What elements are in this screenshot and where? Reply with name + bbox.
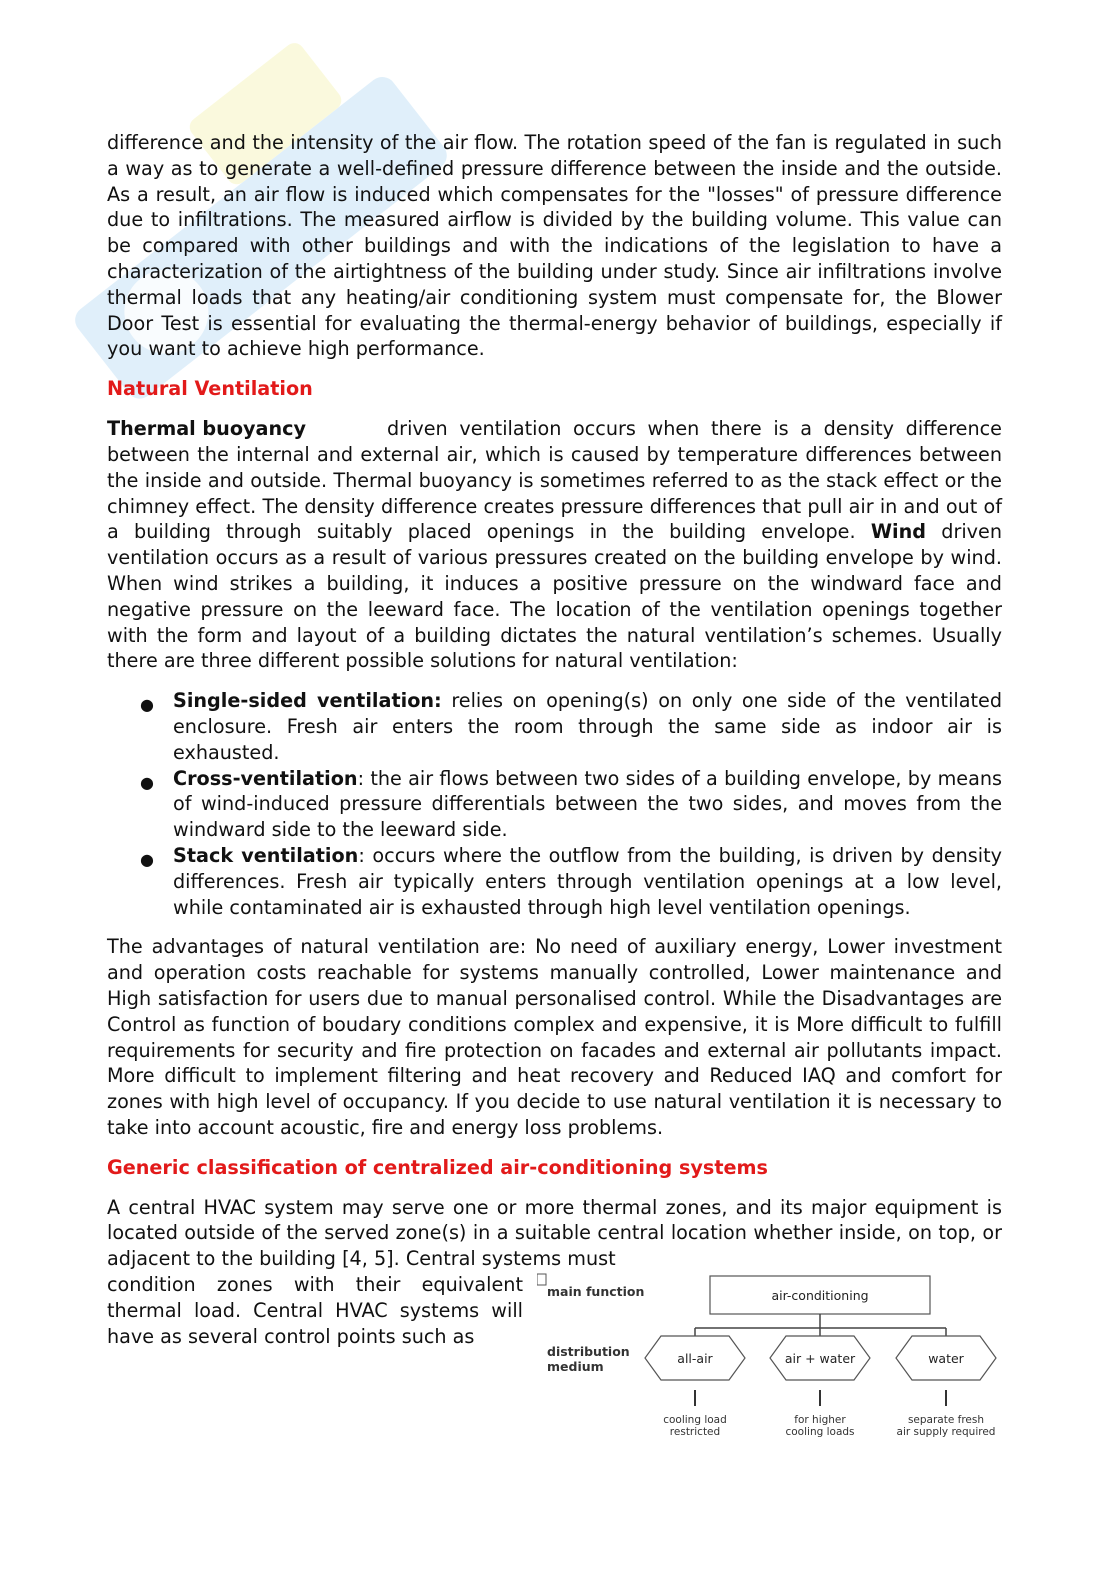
wind-label: Wind <box>870 520 926 544</box>
wind-text: driven ventilation occurs as a result of various pressures created on the building envelope by wind. When wind strikes a building, it induces a positive pressure on the windward face and negative pressure on the leeward face. The location of the ventilation openings together with the form and layout of a building dictates the natural ventilation’s schemes. Usually there are three different possible solutions for natural ventilation: <box>107 520 1002 673</box>
air-water-label: air + water <box>784 1351 856 1367</box>
air-conditioning-label: air-conditioning <box>771 1288 869 1304</box>
document-page <box>107 130 1002 1472</box>
advantages-paragraph: The advantages of natural ventilation are: No need of auxiliary energy, Lower investment and operation costs reachable for systems manually controlled, Lower maintenance and High satisfaction for users due to manual personalised control. While the Disadvantages are Control as function of boudary conditions complex and expensive, it is More difficult to fulfill requirements for security and fire protection on facades and external air pollutants impact. More difficult to implement filtering and heat recovery and Reduced IAQ and comfort for zones with high level of occupancy. If you decide to use natural ventilation it is necessary to take into account acoustic, fire and energy loss problems. <box>107 935 1002 1139</box>
thermal-buoyancy-label: Thermal buoyancy <box>107 417 306 441</box>
all-air-note-line2: restricted <box>669 1426 721 1439</box>
list-item-text: relies on opening(s) on only one side of the ventilated enclosure. Fresh air enters the room through the same side as indoor air is exhausted. <box>173 689 1002 764</box>
bullet-icon: ● <box>140 695 154 715</box>
natural-ventilation-paragraph <box>107 416 1002 674</box>
centralized-heading: Generic classification of centralized air-conditioning systems <box>107 1155 768 1179</box>
image-placeholder-icon <box>537 1274 546 1285</box>
main-function-label: main function <box>547 1284 645 1300</box>
centralized-paragraph-wrap: condition zones with their equivalent thermal load. Central HVAC systems will have as several control points such as <box>107 1273 523 1348</box>
all-air-label: all-air <box>677 1351 713 1367</box>
water-note-line2: air supply required <box>896 1426 996 1439</box>
list-item-label: Single-sided ventilation: <box>173 689 442 713</box>
air-water-note-line2: cooling loads <box>785 1426 855 1439</box>
list-item-label: Cross-ventilation <box>173 766 358 790</box>
ventilation-types-list <box>107 688 1002 920</box>
distribution-label-line1: distribution <box>547 1344 630 1360</box>
natural-ventilation-heading: Natural Ventilation <box>107 377 313 401</box>
intro-paragraph: difference and the intensity of the air flow. The rotation speed of the fan is regulated in such a way as to generate a well-defined pressure difference between the inside and the outside. As a result, an air flow is induced which compensates for the "losses" of pressure difference due to infiltrations. The measured airflow is divided by the building volume. This value can be compared with other buildings and with the indications of the legislation to have a characterization of the airtightness of the building under study. Since air infiltrations involve thermal loads that any heating/air conditioning system must compensate for, the Blower Door Test is essential for evaluating the thermal-energy behavior of buildings, especially if you want to achieve high performance. <box>107 131 1002 361</box>
bullet-icon: ● <box>140 849 154 869</box>
list-item-label: Stack ventilation <box>173 843 359 867</box>
distribution-label-line2: medium <box>547 1359 604 1375</box>
text-figure-row <box>107 1272 1002 1472</box>
water-label: water <box>928 1351 964 1367</box>
water-note-line1: separate fresh <box>907 1414 985 1427</box>
list-item-text: : the air flows between two sides of a building envelope, by means of wind-induced pressure differentials between the two sides, and moves from the windward side to the leeward side. <box>173 766 1002 842</box>
air-water-note-line1: for higher <box>794 1414 846 1427</box>
thermal-buoyancy-text: driven ventilation occurs when there is a density difference between the internal and external air, which is caused by temperature differences between the inside and outside. Thermal buoyancy is sometimes referred to as the stack effect or the chimney effect. The density difference creates pressure differences that pull air in and out of a building through suitably placed openings in the building envelope. <box>107 417 1002 544</box>
list-item-cross-ventilation <box>107 766 1002 843</box>
centralized-paragraph: A central HVAC system may serve one or more thermal zones, and its major equipment is located outside of the served zone(s) in a suitable central location whether inside, on top, or adjacent to the building [4, 5]. Central systems must <box>107 1195 1002 1271</box>
all-air-note-line1: cooling load <box>663 1414 727 1427</box>
list-item-stack-ventilation <box>107 843 1002 920</box>
hvac-classification-diagram <box>537 1268 1007 1458</box>
list-item-text: : occurs where the outflow from the building, is driven by density differences. Fresh air typically enters through ventilation openings at a low level, while contaminated air is exhausted through high level ventilation openings. <box>173 843 1002 919</box>
bullet-icon: ● <box>140 772 154 792</box>
list-item-single-sided <box>107 688 1002 765</box>
